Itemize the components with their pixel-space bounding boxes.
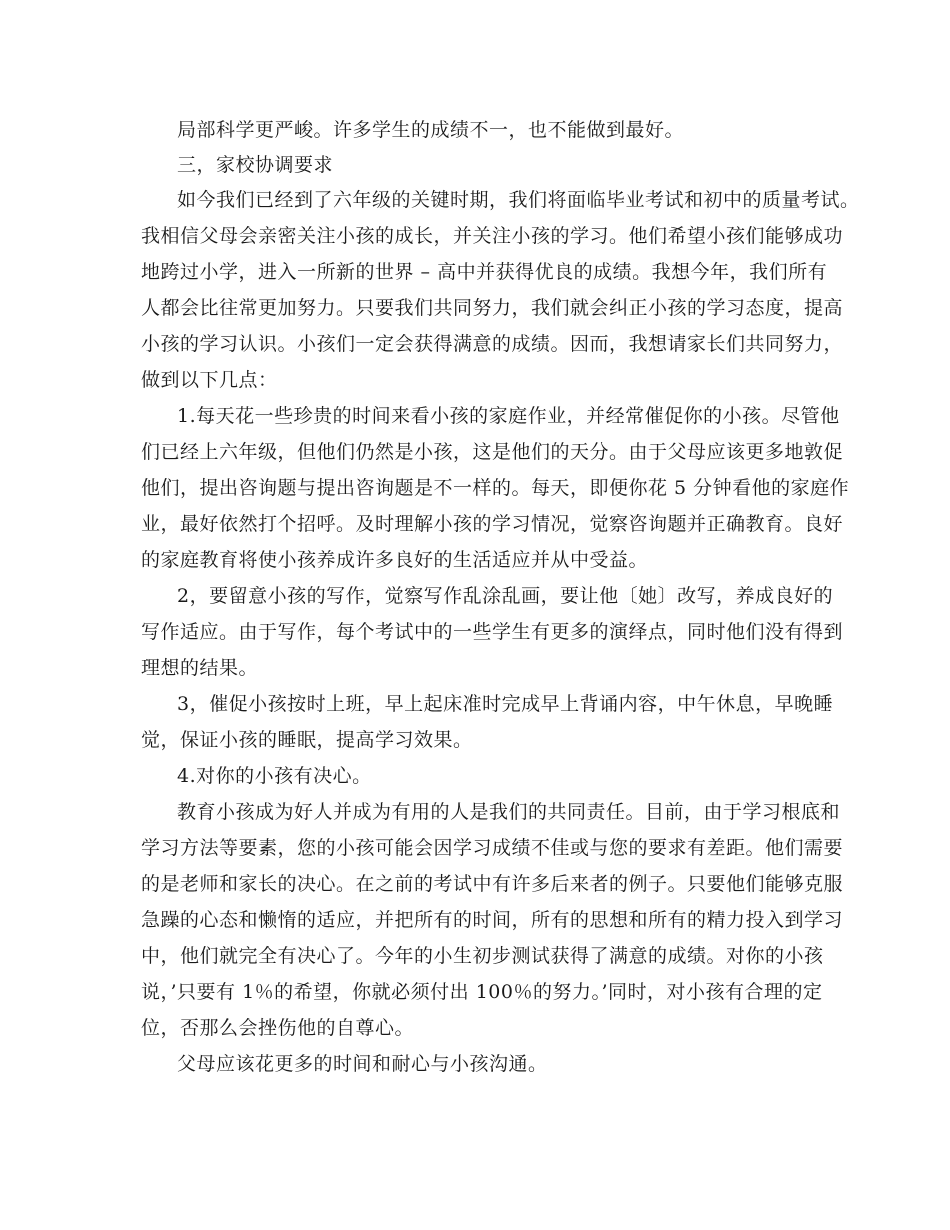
text-line: 我相信父母会亲密关注小孩的成长，并关注小孩的学习。他们希望小孩们能够成功 [141, 225, 844, 247]
text-line: 学习方法等要素，您的小孩可能会因学习成绩不佳或与您的要求有差距。他们需要 [141, 837, 844, 859]
text-line: 地跨过小学，进入一所新的世界 – 高中并获得优良的成绩。我想今年，我们所有 [141, 261, 828, 283]
text-line: 小孩的学习认识。小孩们一定会获得满意的成绩。因而，我想请家长们共同努力， [141, 333, 844, 355]
text-line: 做到以下几点： [141, 369, 278, 391]
text-line: 局部科学更严峻。许多学生的成绩不一，也不能做到最好。 [177, 119, 685, 141]
text-line: 位，否那么会挫伤他的自尊心。 [141, 1017, 415, 1039]
list-item-4: 4.对你的小孩有决心。 [177, 765, 372, 787]
text-line: 业，最好依然打个招呼。及时理解小孩的学习情况，觉察咨询题并正确教育。良好 [141, 513, 844, 535]
text-line: 理想的结果。 [141, 657, 259, 679]
list-item-3: 3，催促小孩按时上班，早上起床准时完成早上背诵内容，中午休息，早晚睡 [177, 693, 834, 715]
text-line: 中，他们就完全有决心了。今年的小生初步测试获得了满意的成绩。对你的小孩 [141, 945, 824, 967]
text-line: 如今我们已经到了六年级的关键时期，我们将面临毕业考试和初中的质量考试。 [177, 189, 860, 211]
text-line: 他们，提出咨询题与提出咨询题是不一样的。每天，即便你花 5 分钟看他的家庭作 [141, 477, 850, 499]
text-line: 父母应该花更多的时间和耐心与小孩沟通。 [177, 1053, 548, 1075]
text-line: 说，’只要有 1％的希望，你就必须付出 100％的努力。’同时，对小孩有合理的定 [141, 981, 823, 1003]
text-line: 教育小孩成为好人并成为有用的人是我们的共同责任。目前，由于学习根底和 [177, 801, 841, 823]
section-heading: 三，家校协调要求 [177, 154, 334, 176]
list-item-1: 1.每天花一些珍贵的时间来看小孩的家庭作业，并经常催促你的小孩。尽管他 [177, 405, 840, 427]
text-line: 的家庭教育将使小孩养成许多良好的生活适应并从中受益。 [141, 549, 649, 571]
text-line: 觉，保证小孩的睡眠，提高学习效果。 [141, 729, 473, 751]
list-item-2: 2，要留意小孩的写作，觉察写作乱涂乱画，要让他〔她〕改写，养成良好的 [177, 585, 834, 607]
text-line: 人都会比往常更加努力。只要我们共同努力，我们就会纠正小孩的学习态度，提高 [141, 297, 844, 319]
text-line: 急躁的心态和懒惰的适应，并把所有的时间，所有的思想和所有的精力投入到学习 [141, 909, 844, 931]
text-line: 们已经上六年级，但他们仍然是小孩，这是他们的天分。由于父母应该更多地敦促 [141, 441, 844, 463]
text-line: 的是老师和家长的决心。在之前的考试中有许多后来者的例子。只要他们能够克服 [141, 873, 844, 895]
text-line: 写作适应。由于写作，每个考试中的一些学生有更多的演绎点，同时他们没有得到 [141, 621, 844, 643]
